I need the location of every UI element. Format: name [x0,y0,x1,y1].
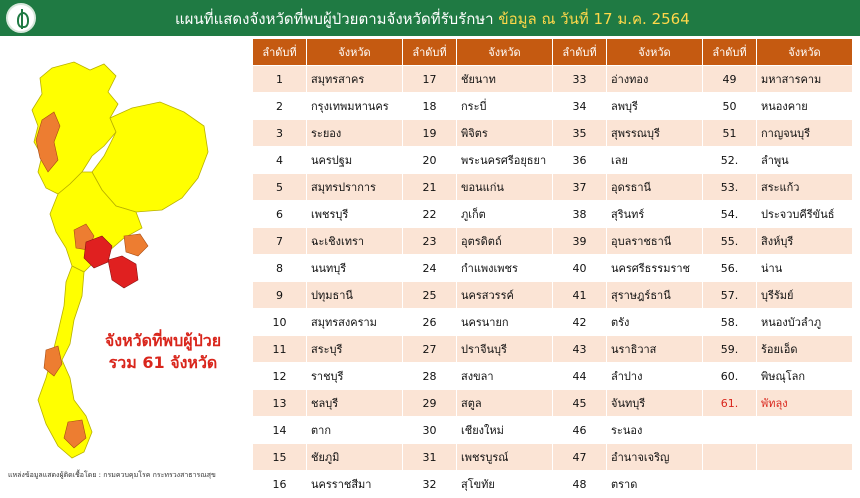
province-cell: ตราด [607,471,703,498]
rank-cell: 7 [253,228,307,255]
map-label-line1: จังหวัดที่พบผู้ป่วย [104,331,222,350]
table-row [253,255,853,282]
header-rank: ลำดับที่ [703,39,757,66]
province-cell: หนองคาย [757,93,853,120]
rank-cell: 14 [253,417,307,444]
rank-cell: 46 [553,417,607,444]
ministry-logo-icon [6,3,36,33]
rank-cell: 21 [403,174,457,201]
province-cell: สมุทรปราการ [307,174,403,201]
province-cell: สมุทรสาคร [307,66,403,93]
province-cell: นครราชสีมา [307,471,403,498]
rank-cell: 29 [403,390,457,417]
table-row [253,336,853,363]
map-label-line2: รวม 61 จังหวัด [108,353,218,372]
rank-cell: 13 [253,390,307,417]
rank-cell: 57. [703,282,757,309]
rank-cell [703,417,757,444]
rank-cell: 18 [403,93,457,120]
map-province-red-east [108,256,138,288]
province-cell: ลำพูน [757,147,853,174]
table-row [253,120,853,147]
rank-cell: 34 [553,93,607,120]
rank-cell: 38 [553,201,607,228]
rank-cell: 1 [253,66,307,93]
table-row [253,201,853,228]
table-row [253,471,853,498]
rank-cell: 30 [403,417,457,444]
province-cell: น่าน [757,255,853,282]
province-cell: ปราจีนบุรี [457,336,553,363]
rank-cell: 52. [703,147,757,174]
header-bar [0,0,860,36]
rank-cell: 9 [253,282,307,309]
rank-cell: 20 [403,147,457,174]
rank-cell: 40 [553,255,607,282]
province-cell: สุโขทัย [457,471,553,498]
province-table [252,38,853,498]
rank-cell: 54. [703,201,757,228]
province-cell: เชียงใหม่ [457,417,553,444]
rank-cell: 44 [553,363,607,390]
header-rank: ลำดับที่ [403,39,457,66]
rank-cell: 25 [403,282,457,309]
rank-cell: 51 [703,120,757,147]
province-cell [757,471,853,498]
province-cell: พิษณุโลก [757,363,853,390]
rank-cell: 27 [403,336,457,363]
province-cell: กำแพงเพชร [457,255,553,282]
province-cell: เพชรบุรี [307,201,403,228]
rank-cell [703,471,757,498]
rank-cell: 56. [703,255,757,282]
province-cell: ชัยนาท [457,66,553,93]
province-cell: สมุทรสงคราม [307,309,403,336]
province-cell: ตาก [307,417,403,444]
rank-cell: 2 [253,93,307,120]
rank-cell: 59. [703,336,757,363]
province-cell: ร้อยเอ็ด [757,336,853,363]
province-cell: สตูล [457,390,553,417]
rank-cell: 41 [553,282,607,309]
province-cell: นครปฐม [307,147,403,174]
title-main: แผนที่แสดงจังหวัดที่พบผู้ป่วยตามจังหวัดที่รับรักษา [175,10,499,28]
province-cell: สงขลา [457,363,553,390]
data-source-footnote: แหล่งข้อมูลแสดงผู้ติดเชื้อโดย : กรมควบคุมโรค กระทรวงสาธารณสุข [8,471,216,479]
province-cell: ภูเก็ต [457,201,553,228]
table-row [253,147,853,174]
rank-cell: 49 [703,66,757,93]
province-cell: อ่างทอง [607,66,703,93]
province-cell: กาญจนบุรี [757,120,853,147]
rank-cell: 50 [703,93,757,120]
table-row [253,309,853,336]
province-cell: พระนครศรีอยุธยา [457,147,553,174]
province-cell: ลพบุรี [607,93,703,120]
province-cell: ชลบุรี [307,390,403,417]
province-cell: ปทุมธานี [307,282,403,309]
rank-cell [703,444,757,471]
map-summary-label [78,330,248,374]
table-row [253,228,853,255]
thailand-map [12,60,212,470]
table-header-row [253,39,853,66]
province-cell: พิจิตร [457,120,553,147]
province-cell: ประจวบคีรีขันธ์ [757,201,853,228]
rank-cell: 58. [703,309,757,336]
province-cell: เลย [607,147,703,174]
rank-cell: 19 [403,120,457,147]
rank-cell: 42 [553,309,607,336]
province-cell: สิงห์บุรี [757,228,853,255]
header-province: จังหวัด [607,39,703,66]
rank-cell: 28 [403,363,457,390]
rank-cell: 43 [553,336,607,363]
province-cell: สุรินทร์ [607,201,703,228]
province-cell: สระแก้ว [757,174,853,201]
rank-cell: 17 [403,66,457,93]
province-cell: ราชบุรี [307,363,403,390]
rank-cell: 36 [553,147,607,174]
province-cell: ลำปาง [607,363,703,390]
header-province: จังหวัด [457,39,553,66]
province-cell: นครศรีธรรมราช [607,255,703,282]
rank-cell: 53. [703,174,757,201]
rank-cell: 26 [403,309,457,336]
province-cell: ระนอง [607,417,703,444]
province-cell: สุพรรณบุรี [607,120,703,147]
province-cell: บุรีรัมย์ [757,282,853,309]
province-cell: อุดรธานี [607,174,703,201]
rank-cell: 33 [553,66,607,93]
rank-cell: 39 [553,228,607,255]
table-row [253,66,853,93]
rank-cell: 35 [553,120,607,147]
province-cell: ชัยภูมิ [307,444,403,471]
province-cell: กระบี่ [457,93,553,120]
rank-cell: 5 [253,174,307,201]
province-cell: หนองบัวลำภู [757,309,853,336]
rank-cell: 8 [253,255,307,282]
rank-cell: 23 [403,228,457,255]
rank-cell: 15 [253,444,307,471]
province-cell: ตรัง [607,309,703,336]
rank-cell: 10 [253,309,307,336]
province-cell: อุตรดิตถ์ [457,228,553,255]
rank-cell: 31 [403,444,457,471]
rank-cell: 32 [403,471,457,498]
province-cell: สุราษฎร์ธานี [607,282,703,309]
table-row [253,390,853,417]
table-row [253,93,853,120]
header-rank: ลำดับที่ [553,39,607,66]
rank-cell: 61. [703,390,757,417]
header-rank: ลำดับที่ [253,39,307,66]
rank-cell: 22 [403,201,457,228]
rank-cell: 45 [553,390,607,417]
province-cell: ขอนแก่น [457,174,553,201]
title-date: ข้อมูล ณ วันที่ 17 ม.ค. 2564 [498,10,690,28]
province-cell: อำนาจเจริญ [607,444,703,471]
province-cell: กรุงเทพมหานคร [307,93,403,120]
header-province: จังหวัด [757,39,853,66]
rank-cell: 24 [403,255,457,282]
rank-cell: 48 [553,471,607,498]
province-cell: จันทบุรี [607,390,703,417]
province-cell: อุบลราชธานี [607,228,703,255]
province-cell [757,444,853,471]
table-row [253,174,853,201]
rank-cell: 11 [253,336,307,363]
province-cell: นครนายก [457,309,553,336]
province-cell: มหาสารคาม [757,66,853,93]
rank-cell: 4 [253,147,307,174]
province-cell: ระยอง [307,120,403,147]
page-title [175,7,690,31]
map-province-orange-east [124,234,148,256]
province-cell: นครสวรรค์ [457,282,553,309]
table-row [253,363,853,390]
rank-cell: 37 [553,174,607,201]
province-cell [757,417,853,444]
rank-cell: 16 [253,471,307,498]
province-cell: ฉะเชิงเทรา [307,228,403,255]
rank-cell: 12 [253,363,307,390]
table-row [253,417,853,444]
table-row [253,282,853,309]
table-row [253,444,853,471]
rank-cell: 60. [703,363,757,390]
rank-cell: 55. [703,228,757,255]
rank-cell: 47 [553,444,607,471]
rank-cell: 3 [253,120,307,147]
province-cell: สระบุรี [307,336,403,363]
header-province: จังหวัด [307,39,403,66]
province-cell: นราธิวาส [607,336,703,363]
province-cell: เพชรบูรณ์ [457,444,553,471]
province-cell: พัทลุง [757,390,853,417]
rank-cell: 6 [253,201,307,228]
province-cell: นนทบุรี [307,255,403,282]
